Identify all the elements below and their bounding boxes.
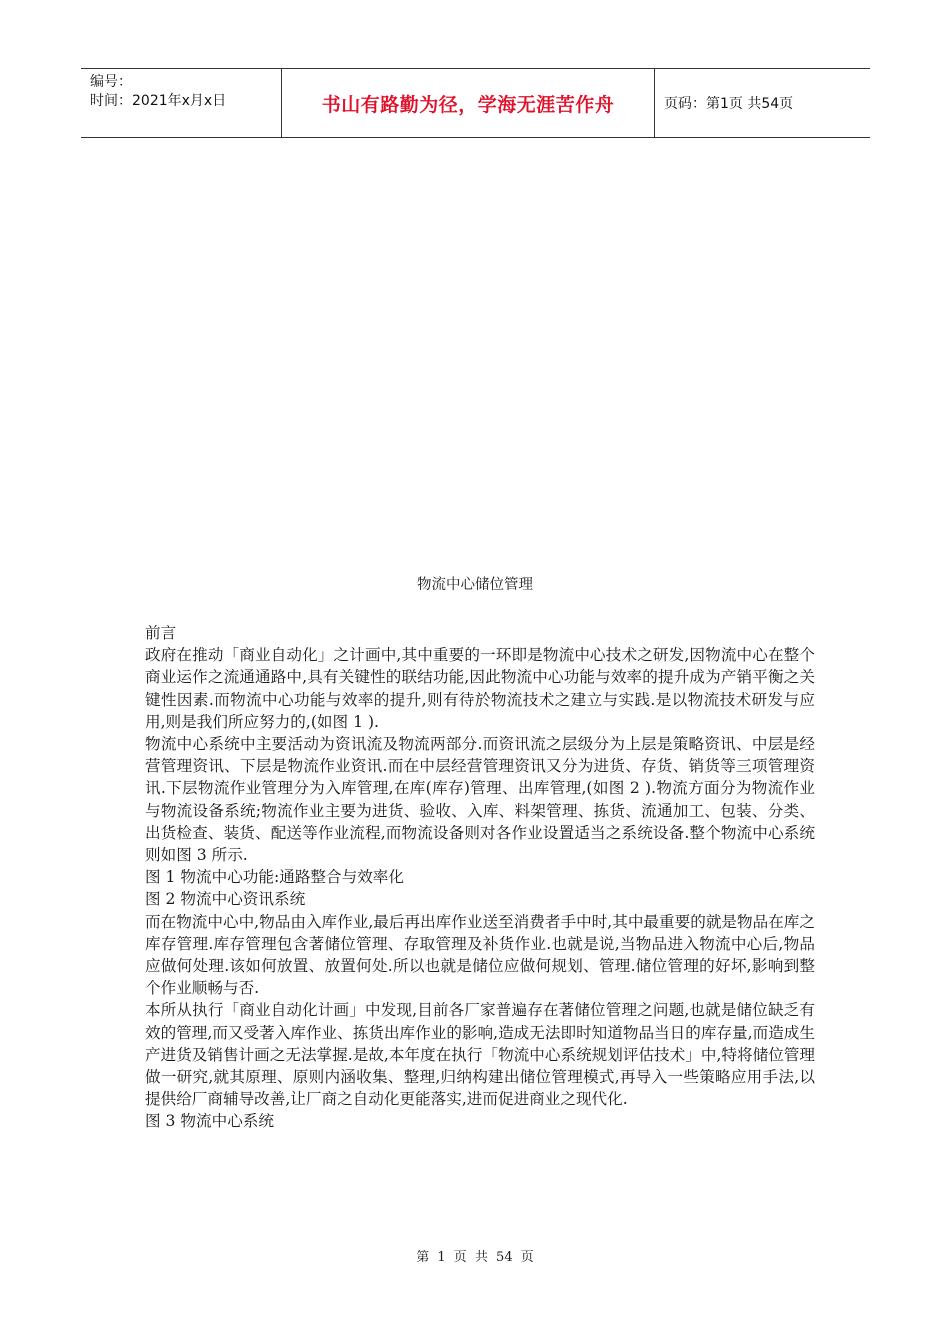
- number-label: 编号：: [90, 74, 132, 90]
- paragraph: 本所从执行「商业自动化计画」中发现,目前各厂家普遍存在著储位管理之问题,也就是储位缺乏有效的管理,而又受著入库作业、拣货出库作业的影响,造成无法即时知道物品当日的库存量,而造成生产进货及销售计画之无法掌握.是故,本年度在执行「物流中心系统规划评估技术」中,特将储位管理做一研究,就其原理、原则内涵收集、整理,归纳构建出储位管理模式,再导入一些策略应用手法,以提供给厂商辅导改善,让厂商之自动化更能落实,进而促进商业之现代化.: [145, 1001, 815, 1109]
- paragraph: 物流中心系统中主要活动为资讯流及物流两部分.而资讯流之层级分为上层是策略资讯、中层是经营管理资讯、下层是物流作业资讯.而在中层经营管理资讯又分为进货、存货、销货等三项管理资讯.下层物流作业管理分为入库管理,在库(库存)管理、出库管理,(如图 2 ).物流方面分为物流作业与物流设备系统;物流作业主要为进货、验收、入库、料架管理、拣货、流通加工、包装、分类、出货检查、装货、配送等作业流程,而物流设备则对各作业设置适当之系统设备.整个物流中心系统则如图 3 所示.: [145, 735, 815, 865]
- header-meta: [90, 73, 280, 111]
- header-motto: 书山有路勤为径，学海无涯苦作舟: [321, 93, 615, 116]
- page-footer: 第 1 页 共 54 页: [416, 1250, 534, 1265]
- document-body: [145, 622, 815, 1133]
- figure-caption: 图 1 物流中心功能:通路整合与效率化: [145, 868, 404, 887]
- header-page-info: 页码：第1页 共54页: [664, 96, 794, 112]
- page-header: [81, 68, 870, 138]
- figure-caption: 图 2 物流中心资讯系统: [145, 890, 306, 909]
- paragraph: 政府在推动「商业自动化」之计画中,其中重要的一环即是物流中心技术之研发,因物流中心在整个商业运作之流通通路中,具有关键性的联结功能,因此物流中心功能与效率的提升成为产销平衡之关键性因素.而物流中心功能与效率的提升,则有待於物流技术之建立与实践.是以物流技术研发与应用,则是我们所应努力的,(如图 1 ).: [145, 646, 815, 731]
- header-divider: [654, 69, 655, 137]
- time-label: 时间：2021年x月x日: [90, 93, 227, 109]
- section-heading: 前言: [145, 624, 177, 642]
- paragraph: 而在物流中心中,物品由入库作业,最后再出库作业送至消费者手中时,其中最重要的就是物品在库之库存管理.库存管理包含著储位管理、存取管理及补货作业.也就是说,当物品进入物流中心后,物品应做何处理.该如何放置、放置何处.所以也就是储位应做何规划、管理.储位管理的好坏,影响到整个作业顺畅与否.: [145, 912, 815, 998]
- document-title: 物流中心储位管理: [417, 577, 533, 593]
- figure-caption: 图 3 物流中心系统: [145, 1112, 274, 1131]
